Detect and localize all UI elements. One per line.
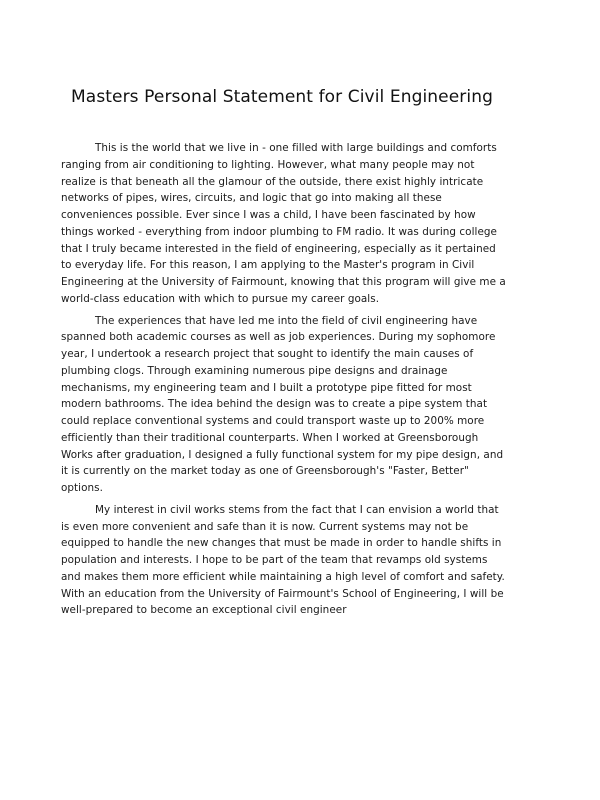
document-body xyxy=(61,140,508,624)
paragraph-goals: My interest in civil works stems from the fact that I can envision a world that is even more convenient and safe than it is now. Current systems may not be equipped to handle the new changes that must be made in order to handle shifts in population and interests. I hope to be part of the team that revamps old systems and makes them more efficient while maintaining a high level of comfort and safety. With an education from the University of Fairmount's School of Engineering, I will be well-prepared to become an exceptional civil engineer xyxy=(61,503,505,617)
paragraph-introduction: This is the world that we live in - one filled with large buildings and comforts ranging from air conditioning to lighting. However, what many people may not realize is that beneath all the glamour of the outside, there exist highly intricate networks of pipes, wires, circuits, and logic that go into making all these conveniences possible. Ever since I was a child, I have been fascinated by how things worked - everything from indoor plumbing to FM radio. It was during college that I truly became interested in the field of engineering, especially as it pertained to everyday life. For this reason, I am applying to the Master's program in Civil Engineering at the University of Fairmount, knowing that this program will give me a world-class education with which to pursue my career goals. xyxy=(61,142,506,305)
paragraph-experience: The experiences that have led me into the field of civil engineering have spanned both academic courses as well as job experiences. During my sophomore year, I undertook a research project that sought to identify the main causes of plumbing clogs. Through examining numerous pipe designs and drainage mechanisms, my engineering team and I built a prototype pipe fitted for most modern bathrooms. The idea behind the design was to create a pipe system that could replace conventional systems and could transport waste up to 200% more efficiently than their traditional counterparts. When I worked at Greensborough Works after graduation, I designed a fully functional system for my pipe design, and it is currently on the market today as one of Greensborough's "Faster, Better" options. xyxy=(61,314,504,494)
document-title: Masters Personal Statement for Civil Engineering xyxy=(71,87,493,107)
